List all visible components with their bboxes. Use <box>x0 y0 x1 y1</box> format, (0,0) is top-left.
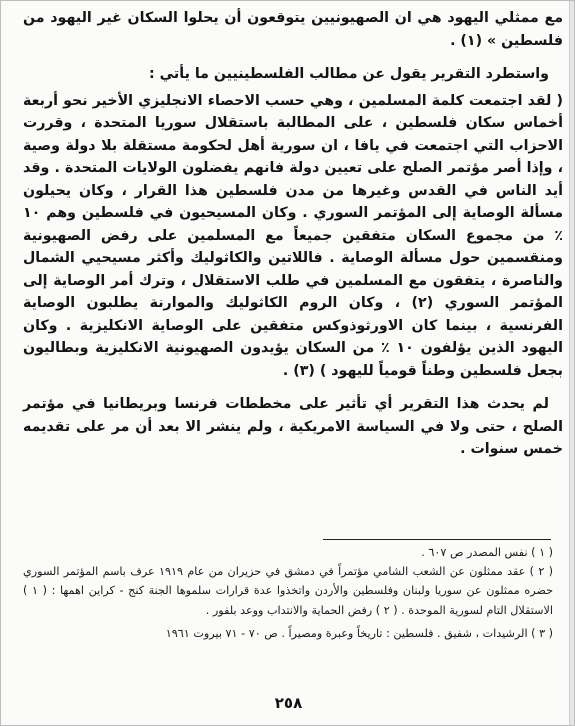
footnote-separator <box>323 539 551 540</box>
footnote-1: ( ١ ) نفس المصدر ص ٦٠٧ . <box>421 546 553 559</box>
quoted-report-paragraph: ( لقد اجتمعت كلمة المسلمين ، وهي حسب الاحصاء الانجليزي الأخير نحو أربعة أخماس سكان فلسطين ، على المطالبة باستقلال سوريا المتحدة ، وقررت الاحزاب التي اجتمعت في يافا ، ان سورية أهل لحكومة مستقلة بلا دولة وصية ، وإذا أصر مؤتمر الصلح على تعيين دولة فانهم يفضلون الولايات المتحدة . وقد أيد الناس في القدس وغيرها من مدن فلسطين هذا القرار ، وكان يحيلون مسألة الوصاية إلى المؤتمر السوري . وكان المسيحيون في فلسطين وهم ١٠ ٪ من مجموع السكان متفقين جميعاً مع المسلمين على رفض الصهيونية ومنقسمين حول مسألة الوصاية . فاللاتين والكاثوليك وأكثر مسيحيي الشمال والناصرة ، يتفقون مع المسلمين في طلب الاستقلال ، وترك أمر الوصاية إلى المؤتمر السوري (٢) ، وكان الروم الكاثوليك والموارنة يطلبون الوصاية الفرنسية ، بينما كان الاورثوذوكس متفقين على الوصاية الانكليزية . وكان اليهود الذين يؤلفون ١٠ ٪ من السكان يؤيدون الصهيونية الانكليزية وبطاليون بجعل فلسطين وطناً قومياً لليهود ) (٣) . <box>23 92 563 379</box>
lead-paragraph: واستطرد التقرير يقول عن مطالب الفلسطينيين ما يأتي : <box>148 66 549 82</box>
footnote-2: ( ٢ ) عقد ممثلون عن الشعب الشامي مؤتمراً في دمشق في حزيران من عام ١٩١٩ عرف باسم المؤتمر السوري حضره ممثلون عن سوريا ولبنان وفلسطين والأردن واتخذوا عدة قرارات سلموها الجنة كنج - كراين اهمها : ( ١ ) الاستقلال التام لسورية الموحدة . ( ٢ ) رفض الحماية والانتداب ووعد بلفور . <box>23 565 554 617</box>
footnotes <box>23 543 553 643</box>
closing-paragraph: لم يحدث هذا التقرير أي تأثير على مخططات فرنسا وبريطانيا في مؤتمر الصلح ، حتى ولا في السياسة الامريكية ، ولم ينشر الا بعد أن مر على تقديمه خمس سنوات . <box>23 396 563 457</box>
page-edge <box>569 1 575 726</box>
body-text <box>23 7 563 461</box>
footnote-3: ( ٣ ) الرشيدات ، شفيق . فلسطين : تاريخاً وعبرة ومصيراً . ص ٧٠ - ٧١ بيروت ١٩٦١ <box>165 626 553 640</box>
page-number: ٢٥٨ <box>274 694 303 712</box>
intro-paragraph: مع ممثلي اليهود هي ان الصهيونيين يتوقعون أن يحلوا السكان غير اليهود من فلسطين » (١) . <box>23 10 563 49</box>
